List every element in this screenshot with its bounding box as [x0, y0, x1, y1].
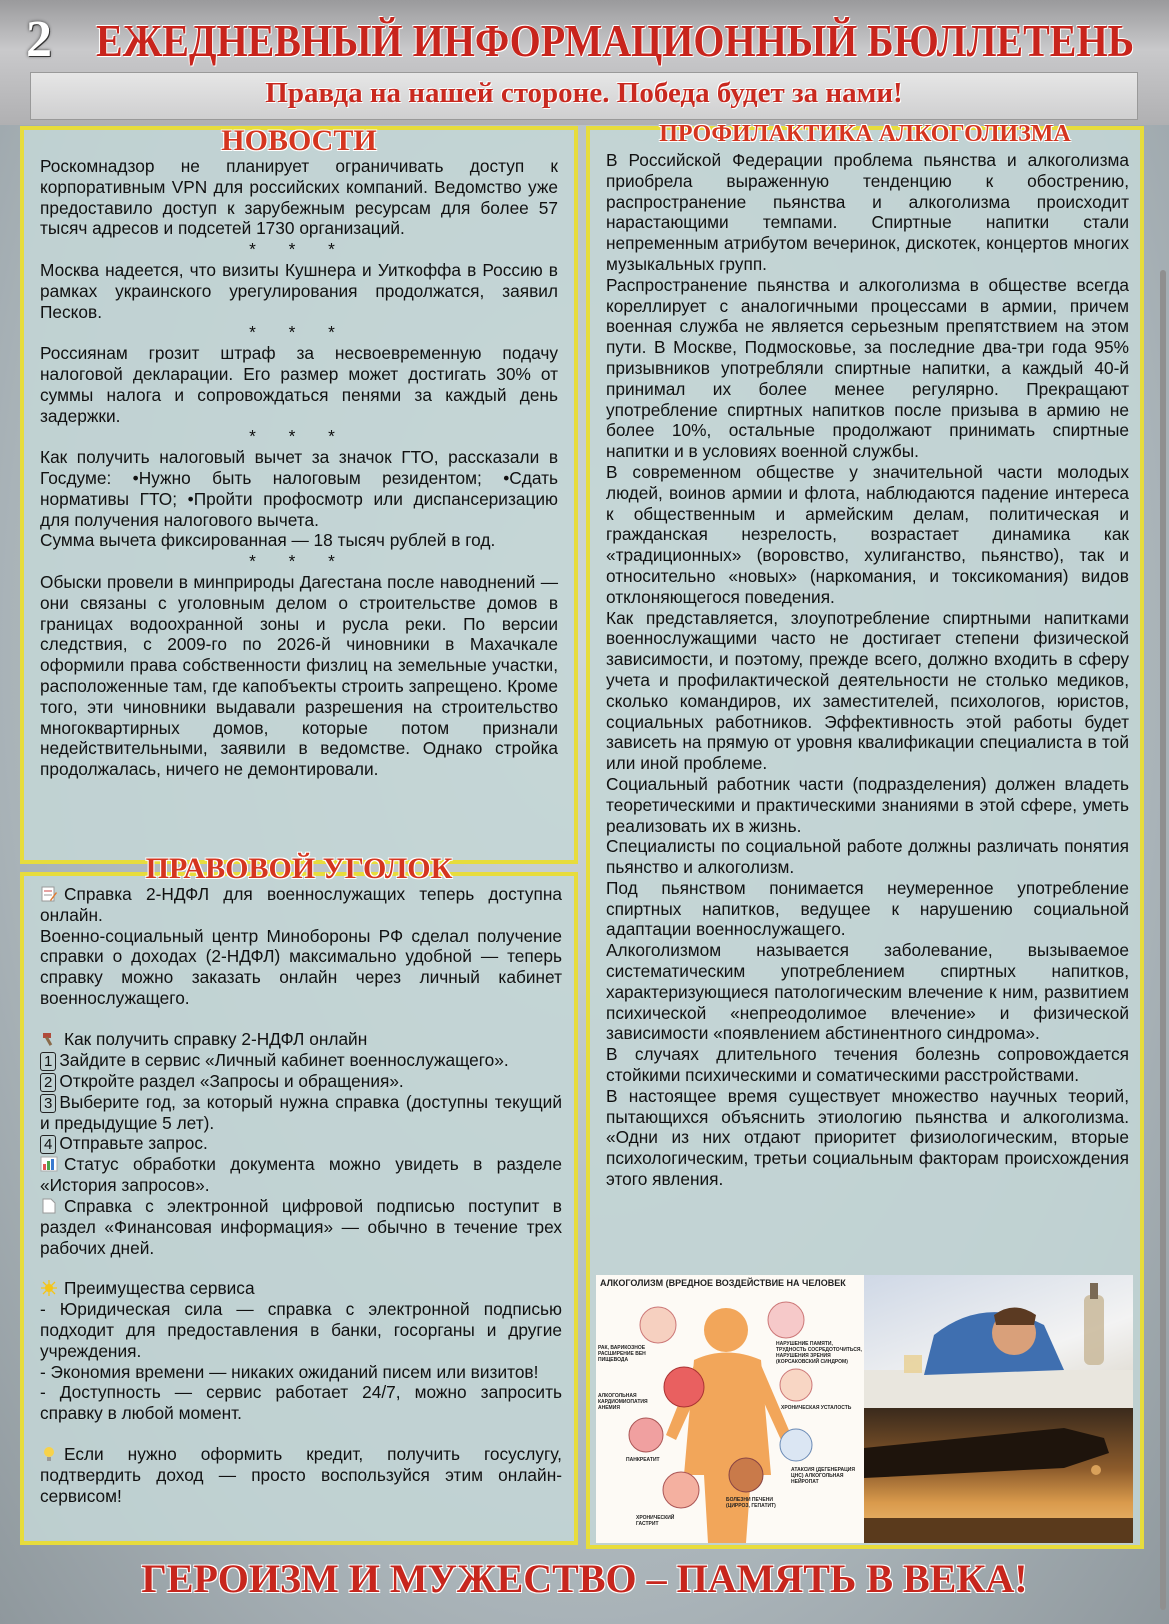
legal-closing: Если нужно оформить кредит, получить госуслугу, подтвердить доход — просто воспользуйся этим онлайн-сервисом! [40, 1443, 562, 1506]
subtitle-bar [30, 72, 1138, 120]
news-separator: * * * [249, 551, 349, 572]
document-icon [40, 1198, 58, 1214]
legal-status-text: Статус обработки документа можно увидеть в разделе «История запросов». [40, 1154, 562, 1196]
legal-benefit: - Доступность — сервис работает 24/7, можно запросить справку в любой момент. [40, 1382, 562, 1424]
prevention-paragraph: Алкоголизмом называется заболевание, вызываемое систематическим употреблением спиртных напитков, характеризующиеся патологическим влечение к ним, развитием психической «непреодолимое влечение» и физической зависимости «появлением абстинентного синдрома». [606, 940, 1129, 1044]
bulletin-title: ЕЖЕДНЕВНЫЙ ИНФОРМАЦИОННЫЙ БЮЛЛЕТЕНЬ [96, 15, 1135, 66]
legal-step: 2 Откройте раздел «Запросы и обращения». [40, 1071, 562, 1092]
prevention-paragraph: Специалисты по социальной работе должны различать понятия пьянство и алкоголизм. [606, 836, 1129, 878]
alcoholism-images [596, 1275, 1133, 1543]
infographic-label: АТАКСИЯ (ДЕГЕНЕРАЦИЯ ЦНС) АЛКОГОЛЬНАЯ НЕЙРОПАТ [791, 1467, 855, 1485]
news-item: Россиянам грозит штраф за несвоевременную подачу налоговой декларации. Его размер может достигать 30% от суммы налога и сопровождаться пенями за каждый день задержки. [40, 343, 558, 426]
legal-intro-heading: Справка 2-НДФЛ для военнослужащих теперь доступна онлайн. [40, 884, 562, 925]
infographic-label: РАК, ВАРИКОЗНОЕ РАСШИРЕНИЕ ВЕН ПИЩЕВОДА [598, 1345, 646, 1363]
issue-number: 2 [26, 11, 52, 68]
prevention-paragraph: В настоящее время существует множество научных теорий, пытающихся объяснить этиологию пьянства и алкоголизма. «Одни из них отдают приоритет физиологическим, вторые психологическим, третьи социальным факторам происхождения этого явления. [606, 1085, 1129, 1190]
vertical-scrollbar[interactable] [1160, 270, 1166, 1610]
news-title: НОВОСТИ [221, 124, 377, 157]
bottle-illustration [864, 1408, 1133, 1543]
legal-benefits-heading: Преимущества сервиса [64, 1278, 255, 1299]
infographic-label: ХРОНИЧЕСКАЯ УСТАЛОСТЬ [781, 1405, 852, 1411]
news-separator: * * * [249, 239, 349, 260]
memo-icon [40, 886, 58, 902]
news-item: Сумма вычета фиксированная — 18 тысяч рублей в год. [40, 530, 496, 551]
news-item: Обыски провели в минприроды Дагестана после наводнений — они связаны с уголовным делом о строительстве домов в границах водоохранной зоны и русла реки. По версии следствия, с 2009-го по 2026-й чиновники в Махачкале оформили права собственности физлиц на земельные участки, расположенные там, где капобъекты строить запрещено. Кроме того, эти чиновники выдавали разрешения на строительство многоквартирных домов, которые потом признали недействительными, заявили в ведомстве. Однако стройка продолжалась, ничего не демонтировали. [40, 571, 558, 780]
prevention-paragraph: Как представляется, злоупотребление спиртными напитками военнослужащими часто не достигает степени физической зависимости, и поэтому, прежде всего, должно входить в сферу учета и профилактической деятельности не столько медиков, сколько командиров, их заместителей, психологов, юристов, социальных работников. Эффективность этой работы будет зависеть на прямую от уровня квалификации специалиста в той или иной проблеме. [606, 607, 1129, 774]
legal-signature-text: Справка с электронной цифровой подписью поступит в раздел «Финансовая информация» — обычно в течение трех рабочих дней. [40, 1195, 562, 1258]
step-number-badge: 4 [40, 1135, 56, 1154]
legal-step: 4 Отправьте запрос. [40, 1133, 562, 1154]
step-number-badge: 3 [40, 1094, 56, 1113]
prevention-paragraph: В случаях длительного течения болезнь сопровождается стойкими психическими и соматическими расстройствами. [606, 1044, 1129, 1086]
infographic-title: АЛКОГОЛИЗМ (ВРЕДНОЕ ВОЗДЕЙСТВИЕ НА ЧЕЛОВЕК [600, 1278, 846, 1288]
prevention-title: ПРОФИЛАКТИКА АЛКОГОЛИЗМА [659, 121, 1071, 147]
news-separator: * * * [249, 322, 349, 343]
legal-step: 1 Зайдите в сервис «Личный кабинет военнослужащего». [40, 1050, 562, 1071]
legal-body [40, 884, 562, 1506]
bottle-silhouette-photo [864, 1408, 1133, 1543]
lightbulb-icon [40, 1446, 58, 1462]
news-item: Роскомнадзор не планирует ограничивать доступ к корпоративным VPN для российских компаний. Ведомство уже предоставило доступ к зарубежным ресурсам для более 57 тысяч адресов и подсетей 1730 организаций. [40, 156, 558, 239]
legal-step: 3 Выберите год, за который нужна справка (доступны текущий и предыдущие 5 лет). [40, 1091, 562, 1133]
step-number-badge: 2 [40, 1073, 56, 1092]
footer-slogan: ГЕРОИЗМ И МУЖЕСТВО – ПАМЯТЬ В ВЕКА! [141, 1556, 1028, 1601]
news-item: Как получить налоговый вычет за значок ГТО, рассказали в Госдуме: •Нужно быть налоговым резидентом; •Сдать нормативы ГТО; •Пройти профосмотр или диспансеризацию для получения налогового вычета. [40, 447, 558, 530]
infographic-label: БОЛЕЗНИ ПЕЧЕНИ (ЦИРРОЗ, ГЕПАТИТ) [726, 1497, 776, 1509]
legal-how-heading: Как получить справку 2-НДФЛ онлайн [64, 1028, 368, 1049]
drunk-man-illustration [864, 1275, 1133, 1408]
infographic-label: ХРОНИЧЕСКИЙ ГАСТРИТ [636, 1515, 675, 1527]
prevention-paragraph: Распространение пьянства и алкоголизма в обществе всегда кореллирует с аналогичными процессами в армии, причем военная служба не является серьезным препятствием на этом пути. В Москве, Подмосковье, за последние два-три года 95% призывников употребляли спиртные напитки, а каждый 40-й принимал их более менее регулярно. Прекращают употребление спиртных напитков после призыва в армию не более 10%, остальные продолжают принимать спиртные напитки и в условиях военной службы. [606, 274, 1129, 462]
prevention-paragraph: Социальный работник части (подразделения) должен владеть теоретическими и практическими знаниями в этой сфере, уметь реализовать их в жизнь. [606, 773, 1129, 836]
bar-chart-icon [40, 1156, 58, 1172]
prevention-paragraph: В Российской Федерации проблема пьянства и алкоголизма приобрела выраженную тенденцию к обострению, распространение пьянства и алкоголизма происходит нарастающими темпами. Спиртные напитки стали непременным атрибутом вечеринок, дискотек, концертов многих музыкальных групп. [606, 150, 1129, 274]
bulletin-subtitle: Правда на нашей стороне. Победа будет за нами! [265, 77, 903, 109]
legal-intro-text: Военно-социальный центр Минобороны РФ сделал получение справки о доходах (2-НДФЛ) максимально удобной — теперь справку можно заказать онлайн через личный кабинет военнослужащего. [40, 925, 562, 1008]
legal-benefit: - Экономия времени — никаких ожиданий писем или визитов! [40, 1361, 539, 1382]
sparkle-icon [40, 1280, 58, 1296]
infographic-label: НАРУШЕНИЕ ПАМЯТИ, ТРУДНОСТЬ СОСРЕДОТОЧИТЬСЯ, НАРУШЕНИЯ ЗРЕНИЯ (КОРСАКОВСКИЙ СИНДРОМ) [776, 1341, 862, 1365]
prevention-paragraph: В современном обществе у значительной части молодых людей, воинов армии и флота, наблюдаются падение интереса к общественным и армейским делам, политическая и гражданская незрелость, возрастает динамика как «традиционных» (воровство, хулиганство, пьянство), так и относительно «новых» (наркомания, и токсикомания) видов отклоняющегося поведения. [606, 461, 1129, 607]
news-item: Москва надеется, что визиты Кушнера и Уиткоффа в Россию в рамках украинского урегулирования продолжатся, заявил Песков. [40, 259, 558, 322]
step-number-badge: 1 [40, 1052, 56, 1071]
news-separator: * * * [249, 426, 349, 447]
news-body [40, 156, 558, 780]
hammer-icon [40, 1031, 58, 1047]
legal-title: ПРАВОВОЙ УГОЛОК [145, 852, 453, 885]
alcoholism-infographic [596, 1275, 864, 1543]
prevention-paragraph: Под пьянством понимается неумеренное употребление спиртных напитков, ведущее к нарушению социальной адаптации военнослужащего. [606, 877, 1129, 940]
legal-benefit: - Юридическая сила — справка с электронной подписью подходит для предоставления в банки, госорганы и другие учреждения. [40, 1299, 562, 1361]
infographic-label: ПАНКРЕАТИТ [626, 1457, 660, 1463]
infographic-label: АЛКОГОЛЬНАЯ КАРДИОМИОПАТИЯ АНЕМИЯ [598, 1393, 648, 1411]
drunk-man-photo [864, 1275, 1133, 1408]
prevention-body [606, 150, 1129, 1190]
